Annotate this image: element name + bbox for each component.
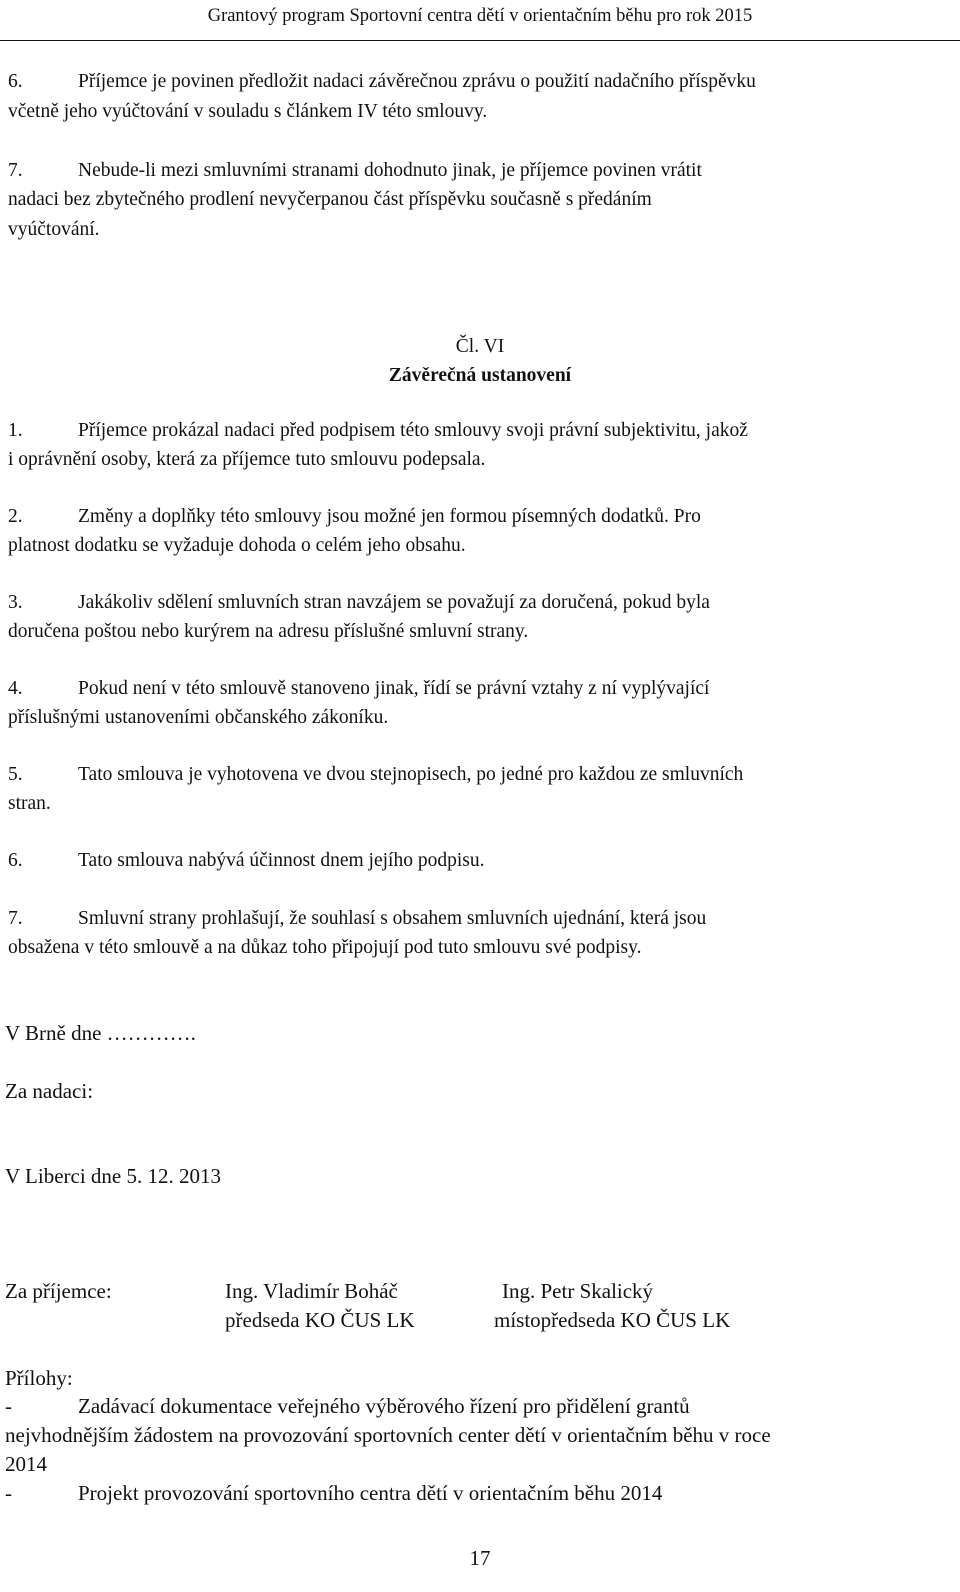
place-date-liberec: V Liberci dne 5. 12. 2013 [5, 1164, 221, 1188]
clause-number: 3. [8, 592, 23, 613]
clause-1-line1 [8, 417, 946, 445]
article-number: Čl. VI [455, 336, 505, 357]
clause-top-7-line2: nadaci bez zbytečného prodlení nevyčerpanou část příspěvku současně s předáním [8, 189, 652, 210]
clause-number: 5. [8, 764, 23, 785]
clause-text: Příjemce je povinen předložit nadaci závěrečnou zprávu o použití nadačního příspěvku [78, 71, 756, 92]
attachment-1-line3: 2014 [5, 1452, 47, 1476]
clause-top-6-line1 [8, 68, 946, 96]
clause-5-line1 [8, 761, 946, 789]
clause-text: Tato smlouva nabývá účinnost dnem jejího podpisu. [78, 850, 485, 871]
clause-text: Změny a doplňky této smlouvy jsou možné jen formou písemných dodatků. Pro [78, 506, 701, 527]
clause-text: Pokud není v této smlouvě stanoveno jinak, řídí se právní vztahy z ní vyplývající [78, 678, 710, 699]
clause-7-line1 [8, 905, 946, 933]
clause-text: Jakákoliv sdělení smluvních stran navzájem se považují za doručená, pokud byla [78, 592, 710, 613]
clause-4-line2: příslušnými ustanoveními občanského zákoníku. [8, 707, 389, 728]
clause-1-line2: i oprávnění osoby, která za příjemce tuto smlouvu podepsala. [8, 449, 486, 470]
clause-6-line1 [8, 847, 946, 875]
attachment-2-line1: Projekt provozování sportovního centra dětí v orientačním běhu 2014 [78, 1481, 663, 1505]
for-foundation-label: Za nadaci: [5, 1079, 94, 1103]
attachment-2-dash: - [5, 1481, 12, 1505]
signer2-name: Ing. Petr Skalický [502, 1279, 654, 1303]
clause-number: 2. [8, 506, 23, 527]
clause-7-line2: obsažena v této smlouvě a na důkaz toho připojují pod tuto smlouvu své podpisy. [8, 937, 642, 958]
clause-top-7-line1 [8, 157, 946, 185]
article-title: Závěrečná ustanovení [388, 365, 572, 386]
clause-text: Smluvní strany prohlašují, že souhlasí s obsahem smluvních ujednání, která jsou [78, 908, 707, 929]
clause-top-7-line3: vyúčtování. [8, 219, 100, 240]
signer1-role: předseda KO ČUS LK [225, 1308, 415, 1332]
running-header: Grantový program Sportovní centra dětí v orientačním běhu pro rok 2015 [0, 4, 960, 41]
clause-number: 7. [8, 160, 23, 181]
attachment-1-line1: Zadávací dokumentace veřejného výběrového řízení pro přidělení grantů [78, 1394, 690, 1418]
place-date-brno: V Brně dne …………. [5, 1021, 196, 1045]
clause-text: Tato smlouva je vyhotovena ve dvou stejnopisech, po jedné pro každou ze smluvních [78, 764, 744, 785]
clause-number: 1. [8, 420, 23, 441]
clause-number: 4. [8, 678, 23, 699]
clause-4-line1 [8, 675, 946, 703]
attachments-label: Přílohy: [5, 1366, 73, 1390]
clause-2-line1 [8, 503, 946, 531]
clause-number: 7. [8, 908, 23, 929]
clause-2-line2: platnost dodatku se vyžaduje dohoda o celém jeho obsahu. [8, 535, 466, 556]
for-recipient-label: Za příjemce: [5, 1279, 112, 1303]
clause-text: Příjemce prokázal nadaci před podpisem této smlouvy svoji právní subjektivitu, jakož [78, 420, 748, 441]
clause-3-line1 [8, 589, 946, 617]
signer1-name: Ing. Vladimír Boháč [225, 1279, 398, 1303]
attachment-1-dash: - [5, 1394, 12, 1418]
clause-number: 6. [8, 71, 23, 92]
signer2-role: místopředseda KO ČUS LK [494, 1308, 731, 1332]
clause-text: Nebude-li mezi smluvními stranami dohodnuto jinak, je příjemce povinen vrátit [78, 160, 702, 181]
page-number: 17 [469, 1546, 491, 1570]
clause-5-line2: stran. [8, 793, 51, 814]
attachment-1-line2: nejvhodnějším žádostem na provozování sportovních center dětí v orientačním běhu v roce [5, 1423, 771, 1447]
clause-3-line2: doručena poštou nebo kurýrem na adresu příslušné smluvní strany. [8, 621, 529, 642]
clause-top-6-line2: včetně jeho vyúčtování v souladu s článkem IV této smlouvy. [8, 101, 488, 122]
clause-number: 6. [8, 850, 23, 871]
